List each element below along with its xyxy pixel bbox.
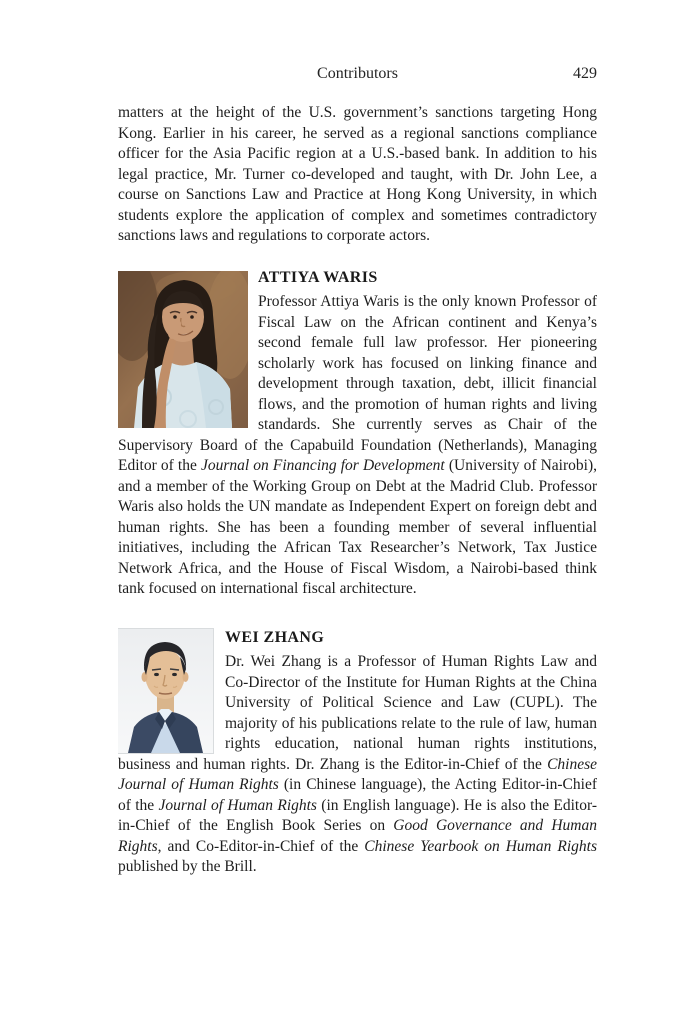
contributor-section-wei-zhang xyxy=(118,628,597,878)
portrait-attiya-waris-illustration xyxy=(118,271,248,428)
bio-segment-italic: Journal of Human Rights xyxy=(158,796,317,814)
bio-segment-italic: Chinese Yearbook on Human Rights xyxy=(364,837,597,855)
wei-zhang-photo xyxy=(118,629,213,753)
page-number: 429 xyxy=(573,65,597,82)
intro-text: matters at the height of the U.S. government’s sanctions targeting Hong Kong. Earlier in his career, he served as a regional sanctions compliance officer for the Asia Pacific region at a U.S.-based bank. In addition to his legal practice, Mr. Turner co-developed and taught, with Dr. John Lee, a course on Sanctions Law and Practice at Hong Kong University, in which students explore the application of complex and sometimes contradictory sanctions laws and regulations to corporate actors. xyxy=(118,104,597,244)
bio-segment: published by the Brill. xyxy=(118,858,257,875)
bio-segment-italic: Chinese Journal of Human Rights xyxy=(118,755,597,793)
bio-segment-italic: Journal on Financing for Development xyxy=(200,457,445,474)
bio-segment: Dr. Wei Zhang is a Professor of Human Rights Law and Co-Director of the Institute for Human Rights at the China University of Political Science and Law (CUPL). The majority of his publications relate to the rule of law, human rights education, national human rights institutions, business and human rights. Dr. Zhang is the Editor-in-Chief of the xyxy=(118,653,597,773)
bio-segment: (in Chinese language), the Acting Editor-in-Chief of the xyxy=(118,776,597,814)
page-header xyxy=(118,64,597,84)
contributor-name-attiya-waris: ATTIYA WARIS xyxy=(258,268,378,286)
bio-segment: (in English language). He is also the Editor-in-Chief of the English Book Series on xyxy=(118,796,597,834)
bio-segment: Professor Attiya Waris is the only known Professor of Fiscal Law on the African continent and Kenya’s second female full law professor. Her pioneering scholarly work has focused on linking finance and development through taxation, debt, illicit financial flows, and the promotion of human rights and living standards. She currently serves as Chair of the Supervisory Board of the Capabuild Foundation (Netherlands), Managing Editor of the xyxy=(118,293,597,474)
page-content xyxy=(118,64,597,878)
contributor-name-wei-zhang: WEI ZHANG xyxy=(225,628,325,646)
bio-segment-italic: Good Governance and Human Rights xyxy=(118,817,597,855)
intro-paragraph xyxy=(118,103,597,247)
bio-segment: (University of Nairobi), and a member of the Working Group on Debt at the Madrid Club. Professor Waris also holds the UN mandate as Independent Expert on foreign debt and human rights. She has been a founding member of several influential initiatives, including the African Tax Researcher’s Network, Tax Justice Network Africa, and the House of Fiscal Wisdom, a Nairobi-based think tank focused on international fiscal architecture. xyxy=(118,457,597,597)
contributor-section-attiya-waris xyxy=(118,268,597,600)
bio-segment: , and Co-Editor-in-Chief of the xyxy=(157,837,365,855)
portrait-wei-zhang-illustration xyxy=(118,629,213,753)
page-header-title: Contributors xyxy=(317,65,398,82)
attiya-waris-photo xyxy=(118,271,248,428)
